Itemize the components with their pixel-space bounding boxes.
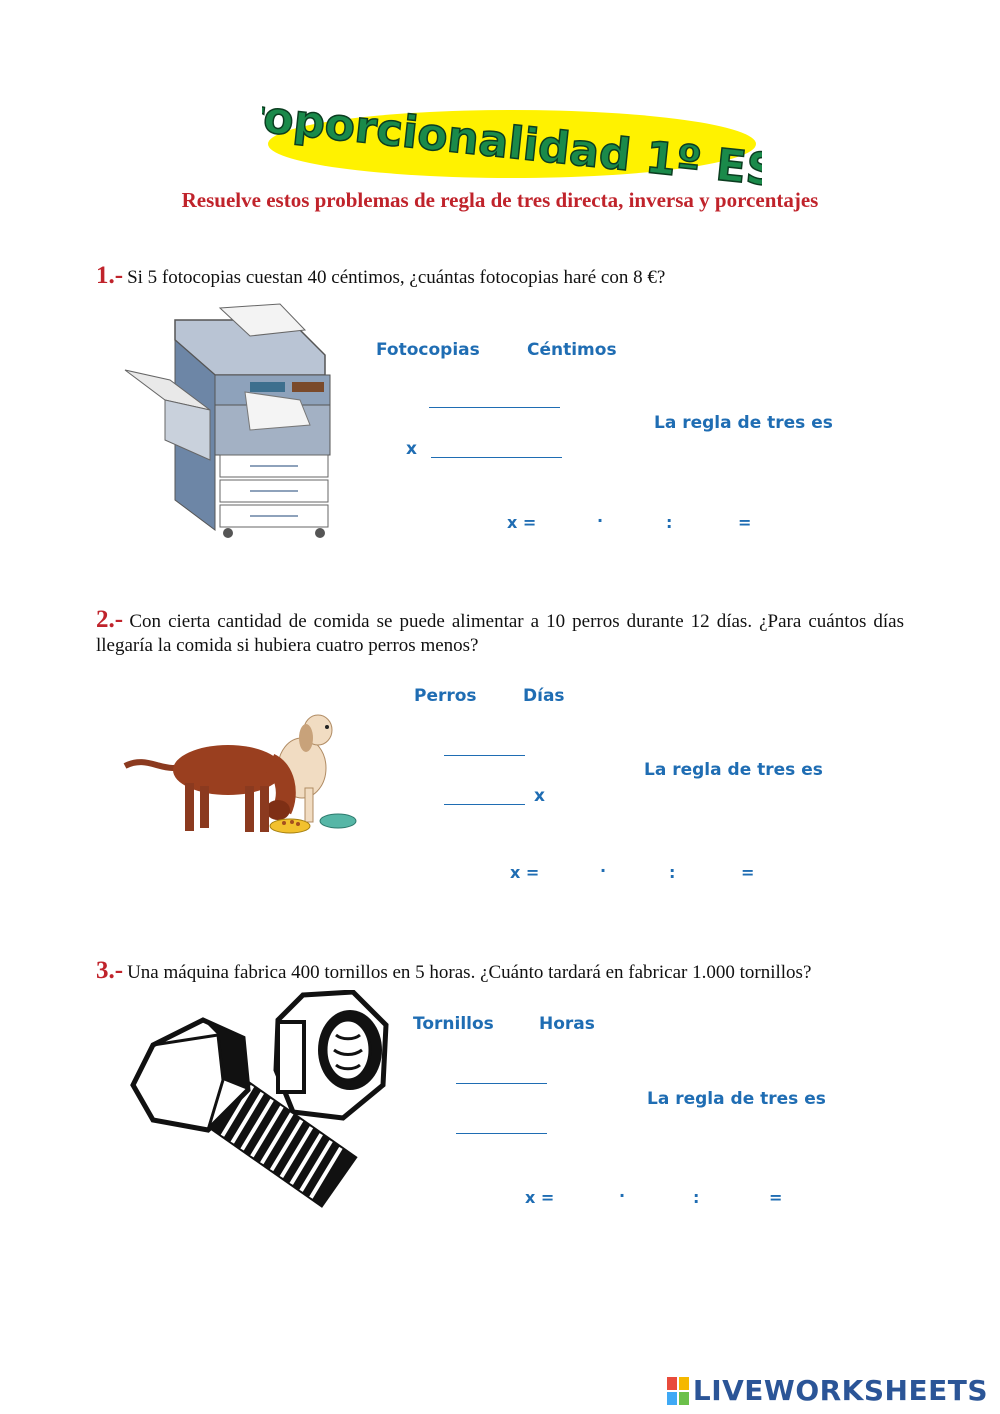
unknown-marker: x bbox=[534, 786, 545, 806]
column-header-centimos: Céntimos bbox=[527, 340, 617, 360]
bolt-and-nut-illustration bbox=[128, 990, 390, 1225]
dogs-illustration bbox=[120, 708, 365, 848]
column-header-horas: Horas bbox=[539, 1014, 595, 1034]
formula-x-equals: x = bbox=[510, 863, 540, 882]
formula-equals: = bbox=[738, 513, 752, 532]
logo-text: LIVEWORKSHEETS bbox=[692, 1374, 988, 1407]
rule-label: La regla de tres es bbox=[644, 760, 823, 780]
problem-text: Una máquina fabrica 400 tornillos en 5 horas. ¿Cuánto tardará en fabricar 1.000 tornillos? bbox=[127, 962, 812, 983]
liveworksheets-logo bbox=[667, 1374, 988, 1407]
formula-colon: : bbox=[693, 1188, 700, 1207]
formula-x-equals: x = bbox=[507, 513, 537, 532]
column-header-fotocopias: Fotocopias bbox=[376, 340, 480, 360]
title-banner bbox=[262, 92, 762, 202]
page-title: Proporcionalidad 1º ESO bbox=[262, 92, 762, 201]
rule-label: La regla de tres es bbox=[647, 1089, 826, 1109]
problem-text: Con cierta cantidad de comida se puede alimentar a 10 perros durante 12 días. ¿Para cuántos días llegaría la comida si hubiera cuatro perros menos? bbox=[96, 611, 905, 656]
problem-text: Si 5 fotocopias cuestan 40 céntimos, ¿cuántas fotocopias haré con 8 €? bbox=[127, 267, 666, 288]
formula-dot: · bbox=[619, 1186, 626, 1205]
answer-blank-row1[interactable] bbox=[429, 407, 560, 408]
problem-number: 2.- bbox=[96, 606, 124, 633]
answer-blank-row2[interactable] bbox=[431, 457, 562, 458]
formula-colon: : bbox=[666, 513, 673, 532]
formula-colon: : bbox=[669, 863, 676, 882]
answer-blank-row1[interactable] bbox=[456, 1083, 547, 1084]
column-header-dias: Días bbox=[523, 686, 565, 706]
problem-number: 1.- bbox=[96, 262, 124, 289]
answer-blank-row2[interactable] bbox=[456, 1133, 547, 1134]
unknown-marker: x bbox=[406, 439, 417, 459]
problem-3-statement bbox=[96, 957, 916, 985]
photocopier-illustration bbox=[120, 300, 345, 550]
formula-equals: = bbox=[769, 1188, 783, 1207]
problem-1-statement bbox=[96, 262, 916, 290]
column-header-perros: Perros bbox=[414, 686, 477, 706]
title-art bbox=[262, 92, 762, 202]
formula-x-equals: x = bbox=[525, 1188, 555, 1207]
formula-dot: · bbox=[597, 511, 604, 530]
column-header-tornillos: Tornillos bbox=[413, 1014, 494, 1034]
answer-blank-row2[interactable] bbox=[444, 804, 525, 805]
problem-number: 3.- bbox=[96, 957, 124, 984]
subtitle: Resuelve estos problemas de regla de tres directa, inversa y porcentajes bbox=[181, 188, 819, 212]
logo-tiles-icon bbox=[667, 1377, 689, 1405]
rule-label: La regla de tres es bbox=[654, 413, 833, 433]
answer-blank-row1[interactable] bbox=[444, 755, 525, 756]
formula-dot: · bbox=[600, 861, 607, 880]
formula-equals: = bbox=[741, 863, 755, 882]
problem-2-statement bbox=[96, 606, 904, 658]
